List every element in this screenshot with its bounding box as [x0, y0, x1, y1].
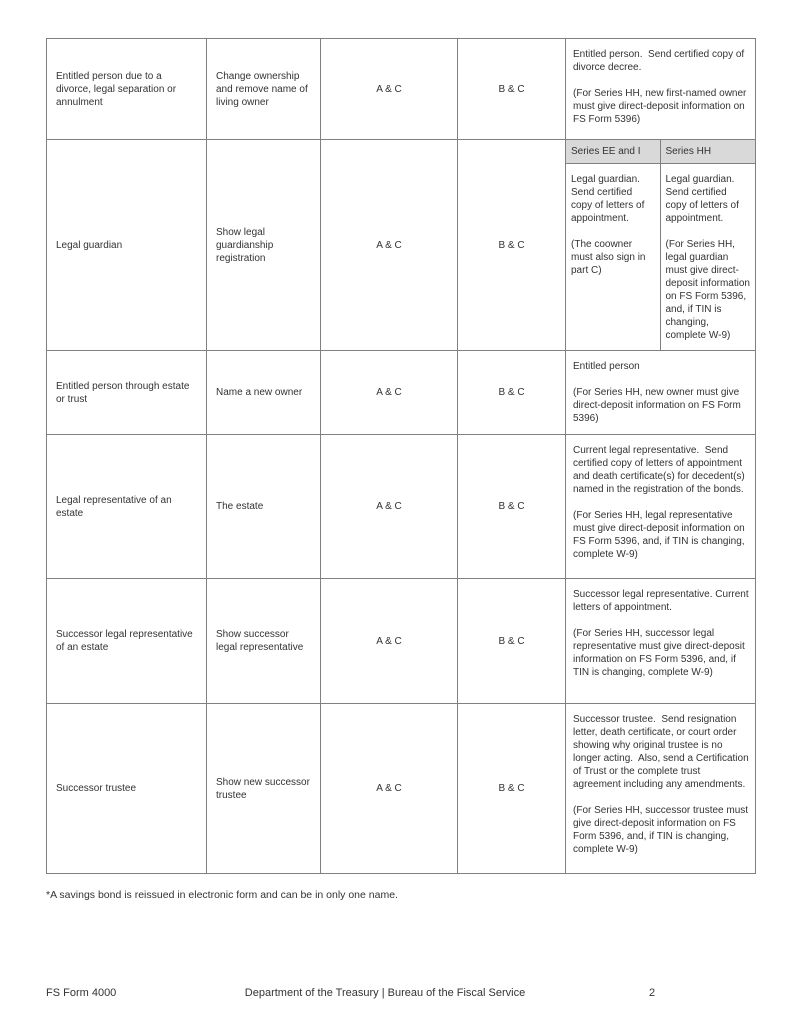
notes-paragraph: Entitled person. Send certified copy of divorce decree. [573, 49, 747, 73]
part-ac-cell: A & C [321, 579, 458, 704]
scenario-text: Legal representative of an estate [56, 494, 172, 519]
part-bc-cell: B & C [458, 704, 566, 874]
action-text: The estate [216, 501, 264, 512]
scenario-cell [47, 140, 207, 351]
notes-paragraph: (For Series HH, new owner must give direct-deposit information on FS Form 5396) [573, 387, 744, 424]
part-bc-cell: B & C [458, 140, 566, 351]
row-legal-guardian [47, 140, 756, 351]
action-cell [207, 351, 321, 435]
notes-split-cell [566, 140, 756, 351]
series-hh-column [661, 140, 756, 350]
part-bc-cell: B & C [458, 351, 566, 435]
notes-paragraph: Current legal representative. Send certified copy of letters of appointment and death certificate(s) for decedent(s) named in the registration of the bonds. [573, 445, 748, 495]
notes-paragraph: (The coowner must also sign in part C) [571, 239, 649, 276]
part-ac-cell: A & C [321, 704, 458, 874]
series-ee-i-column [566, 140, 661, 350]
action-text: Name a new owner [216, 387, 303, 398]
series-hh-notes [661, 164, 756, 350]
page-number: 2 [649, 987, 656, 999]
series-ee-i-notes [566, 164, 660, 350]
scenario-cell [47, 579, 207, 704]
notes-cell [566, 704, 756, 874]
footnote: *A savings bond is reissued in electronic form and can be in only one name. [46, 889, 398, 901]
notes-cell [566, 435, 756, 579]
reissue-instructions-table [46, 38, 756, 874]
row-estate-or-trust [47, 351, 756, 435]
notes-paragraph: Legal guardian. Send certified copy of letters of appointment. [665, 174, 742, 224]
form-number: FS Form 4000 [46, 987, 117, 999]
notes-paragraph: (For Series HH, successor legal representative must give direct-deposit information on FS Form 5396, and, if TIN is changing, complete W-9) [573, 628, 748, 678]
notes-paragraph: Successor trustee. Send resignation letter, death certificate, or court order showing why original trustee is no longer acting. Also, send a Certification of Trust or the complete trust agreement including any amendments. [573, 714, 752, 790]
scenario-cell [47, 704, 207, 874]
part-bc-cell: B & C [458, 39, 566, 140]
scenario-text: Successor trustee [56, 783, 137, 794]
scenario-cell [47, 435, 207, 579]
series-split [566, 140, 755, 350]
agency-name: Department of the Treasury | Bureau of the Fiscal Service [244, 987, 526, 999]
notes-cell [566, 579, 756, 704]
action-text: Show successor legal representative [216, 629, 304, 653]
action-cell [207, 435, 321, 579]
part-ac-cell: A & C [321, 351, 458, 435]
scenario-text: Entitled person through estate or trust [56, 380, 190, 405]
part-ac-cell: A & C [321, 140, 458, 351]
scenario-cell [47, 351, 207, 435]
action-cell [207, 140, 321, 351]
action-cell [207, 39, 321, 140]
part-bc-cell: B & C [458, 435, 566, 579]
row-divorce [47, 39, 756, 140]
row-successor-trustee [47, 704, 756, 874]
notes-paragraph: (For Series HH, legal representative must give direct-deposit information on FS Form 5396, and, if TIN is changing, complete W-9) [573, 510, 748, 560]
part-bc-cell: B & C [458, 579, 566, 704]
notes-paragraph: (For Series HH, legal guardian must give direct-deposit information on FS Form 5396, and, if TIN is changing, complete W-9) [665, 239, 753, 341]
notes-cell [566, 39, 756, 140]
series-hh-header: Series HH [661, 140, 756, 164]
scenario-cell [47, 39, 207, 140]
notes-paragraph: (For Series HH, new first-named owner must give direct-deposit information on FS Form 5396) [573, 88, 750, 125]
series-ee-i-header: Series EE and I [566, 140, 660, 164]
notes-cell [566, 351, 756, 435]
part-ac-cell: A & C [321, 435, 458, 579]
row-successor-representative [47, 579, 756, 704]
row-legal-representative [47, 435, 756, 579]
action-text: Show new successor trustee [216, 776, 310, 801]
notes-paragraph: Legal guardian. Send certified copy of letters of appointment. [571, 174, 648, 224]
notes-paragraph: Entitled person [573, 361, 640, 372]
action-cell [207, 579, 321, 704]
scenario-text: Successor legal representative of an estate [56, 629, 193, 653]
action-text: Change ownership and remove name of living owner [216, 70, 308, 108]
notes-paragraph: Successor legal representative. Current letters of appointment. [573, 589, 752, 613]
scenario-text: Legal guardian [56, 239, 123, 251]
action-text: Show legal guardianship registration [216, 226, 274, 264]
page-footer [0, 987, 800, 1003]
part-ac-cell: A & C [321, 39, 458, 140]
action-cell [207, 704, 321, 874]
notes-paragraph: (For Series HH, successor trustee must give direct-deposit information on FS Form 5396, and, if TIN is changing, complete W-9) [573, 805, 751, 855]
scenario-text: Entitled person due to a divorce, legal separation or annulment [56, 70, 177, 108]
